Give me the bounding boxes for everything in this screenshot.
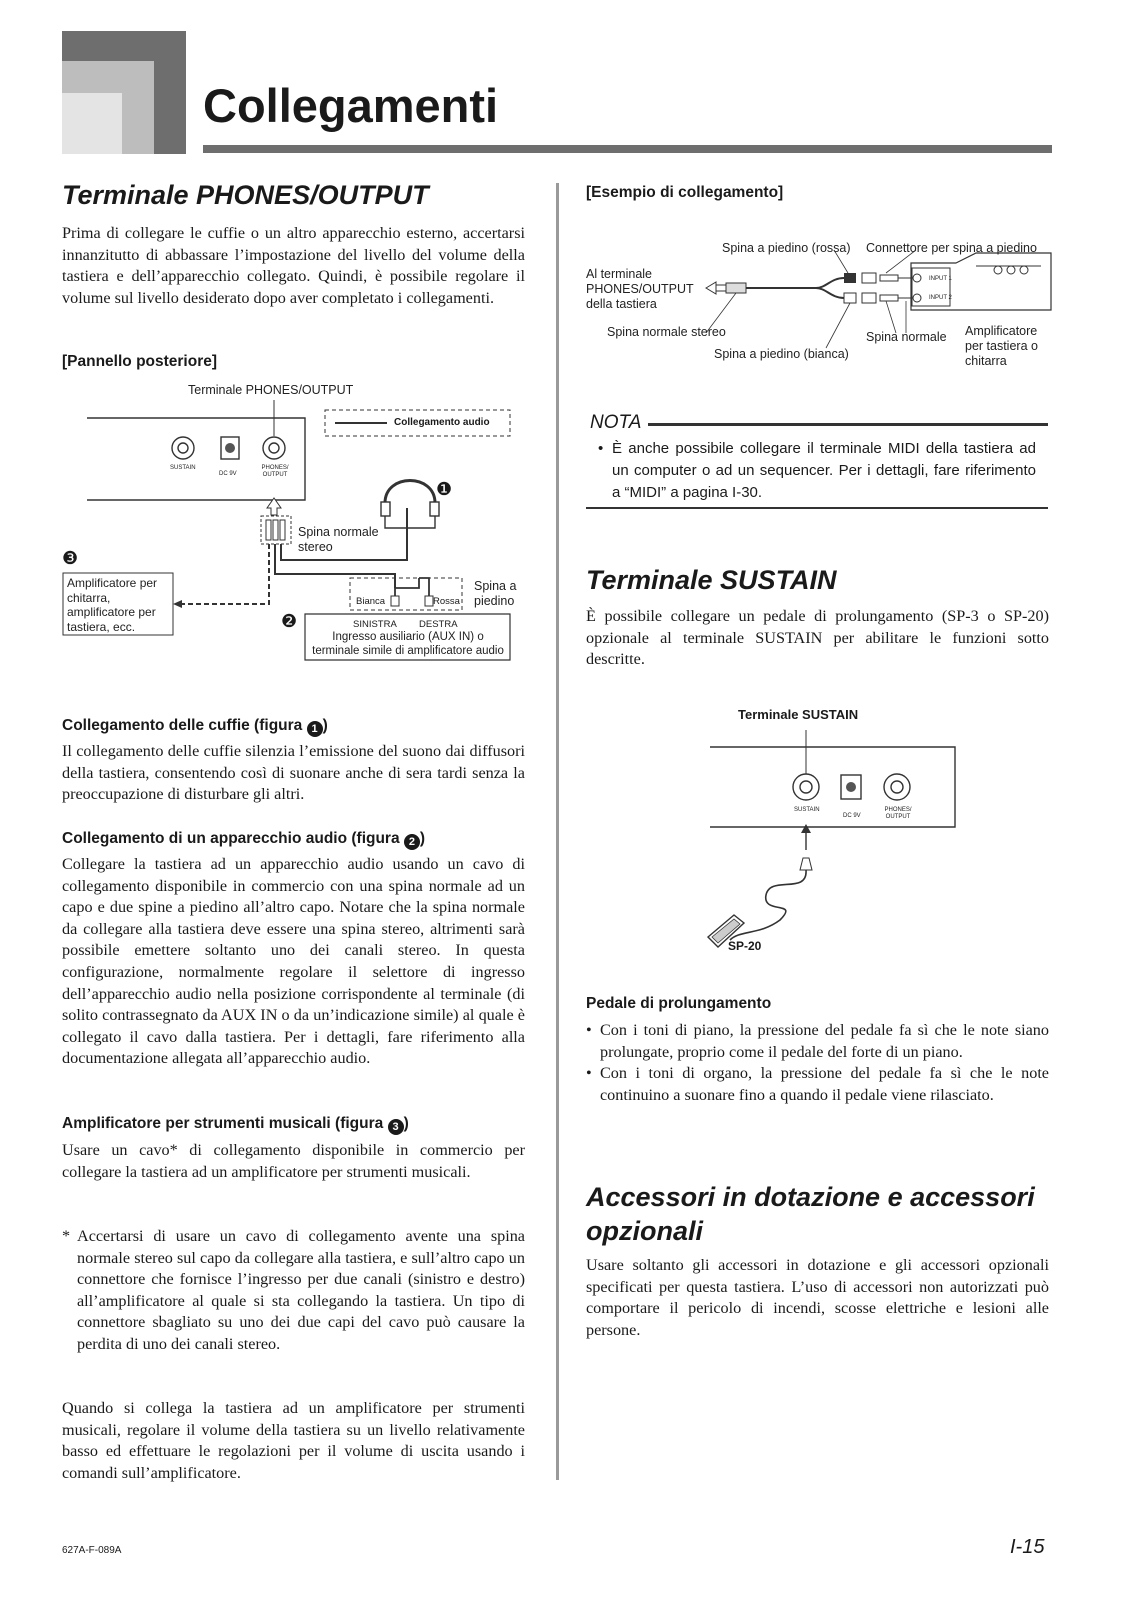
- jack-dc-label: DC 9V: [219, 471, 237, 477]
- note-bottom-rule: [586, 507, 1048, 509]
- phones-output-heading: Terminale PHONES/OUTPUT: [62, 180, 429, 210]
- page-title: Collegamenti: [203, 79, 499, 132]
- note-bullet: •: [598, 440, 604, 457]
- pedal-bullets: [586, 1020, 1049, 1106]
- example-stereo-plug-label: Spina normale stereo: [607, 325, 726, 339]
- pedal-bullet: • Con i toni di piano, la pressione del pedale fa sì che le note siano prolungate, proprio come il pedale del forte di un piano.: [586, 1021, 1049, 1061]
- audio-legend-label: Collegamento audio: [394, 417, 490, 428]
- stereo-plug-label: Spina normale stereo: [298, 525, 379, 554]
- figure-1-badge: 1: [307, 721, 323, 737]
- header-graphic: [62, 31, 186, 154]
- callout-1: ❶: [436, 479, 453, 499]
- accessories-text: Usare soltanto gli accessori in dotazione e gli accessori opzionali specificati per questa tastiera. L’uso di accessori non autorizzati può comportare il pericolo di incendi, scosse elettriche e lesioni alle persone.: [586, 1256, 1049, 1339]
- phones-intro-text: Prima di collegare le cuffie o un altro apparecchio esterno, accertarsi innanzitutto di abbassare l’impostazione del livello del volume della tastiera e dell’apparecchio collegato. Quindi, è possibile regolare il volume sul livello desiderato dopo aver completato i collegamenti.: [62, 224, 525, 307]
- red-label: Rossa: [433, 596, 460, 607]
- sustain-phones-label: PHONES/ OUTPUT: [884, 807, 912, 820]
- pedal-heading: Pedale di prolungamento: [586, 995, 772, 1012]
- left-channel-label: SINISTRA: [353, 619, 397, 630]
- figure-3-badge: 3: [388, 1119, 404, 1135]
- instrument-amp-heading: Amplificatore per strumenti musicali (figura 3 ): [62, 1115, 409, 1133]
- footnote-text: Accertarsi di usare un cavo di collegamento avente una spina normale stereo sul capo da collegare alla tastiera, e sull’altro capo un connettore che fornisce l’ingresso per due canali (sinistro e destro) all’amplificatore al quale si sta collegando la tastiera. Un tipo di connettore sbagliato su uno dei due capi del cavo può causare la perdita di uno dei canali stereo.: [77, 1227, 525, 1353]
- pin-red-label: Spina a piedino (rossa): [722, 241, 851, 255]
- headphones-text: Il collegamento delle cuffie silenzia l’emissione del suono dai diffusori della tastiera, consentendo così di suonare anche di sera tardi senza la preoccupazione di disturbare gli altri.: [62, 742, 525, 804]
- pin-white-label: Spina a piedino (bianca): [714, 347, 849, 361]
- pin-plug-label: Spina a piedino: [474, 579, 517, 608]
- rear-terminal-label: Terminale PHONES/OUTPUT: [188, 383, 354, 397]
- figure-2-badge: 2: [404, 834, 420, 850]
- callout-3: ❸: [62, 548, 79, 568]
- instrument-amp-text: Usare un cavo* di collegamento disponibile in commercio per collegare la tastiera ad un amplificatore per strumenti musicali.: [62, 1141, 525, 1181]
- sustain-jack-label: SUSTAIN: [794, 807, 820, 813]
- accessories-heading: Accessori in dotazione e accessori opzionali: [586, 1182, 1035, 1246]
- example-heading: [Esempio di collegamento]: [586, 184, 784, 201]
- page-number: I-15: [1010, 1536, 1045, 1558]
- note-text: È anche possibile collegare il terminale MIDI della tastiera ad un computer o ad un sequencer. Per i dettagli, fare riferimento a “MIDI” a pagina I-30.: [612, 440, 1036, 501]
- sustain-dc-label: DC 9V: [843, 813, 861, 819]
- input-2-label: INPUT 2: [929, 295, 952, 301]
- to-terminal-label: Al terminale PHONES/OUTPUT della tastiera: [586, 267, 694, 311]
- pin-connector-label: Connettore per spina a piedino: [866, 241, 1037, 255]
- example-amp-label: Amplificatore per tastiera o chitarra: [965, 324, 1038, 368]
- footnote-mark: *: [62, 1227, 71, 1245]
- audio-device-text: Collegare la tastiera ad un apparecchio audio usando un cavo di collegamento disponibile in commercio con una spina normale ad un capo e due spine a piedino all’altro capo. Notare che la spina normale da collegare alla tastiera deve essere una spina stereo, altrimenti sarà possibile emettere soltanto uno dei canali stereo. In questa configurazione, normalmente regolare il selettore di ingresso dell’apparecchio audio nella posizione corrispondente al terminale (di solito contrassegnato da AUX IN o da un’indicazione simile) al quale è collegato il cavo dalla tastiera. Per i dettagli, fare riferimento alla documentazione allegata all’apparecchio audio.: [62, 855, 525, 1068]
- headphones-heading: Collegamento delle cuffie (figura 1 ): [62, 717, 328, 735]
- pedal-bullet: • Con i toni di organo, la pressione del pedale fa sì che le note continuino a suonare fino a quando il pedale viene rilasciato.: [586, 1064, 1049, 1104]
- sustain-heading: Terminale SUSTAIN: [586, 565, 837, 595]
- doc-code: 627A-F-089A: [62, 1545, 122, 1556]
- note-title: NOTA: [590, 412, 642, 433]
- pedal-model-label: SP-20: [728, 939, 762, 953]
- aux-in-label: Ingresso ausiliario (AUX IN) o terminale simile di amplificatore audio: [312, 631, 504, 657]
- jack-phones-label: PHONES/ OUTPUT: [261, 465, 289, 478]
- note-title-rule: [648, 423, 1048, 426]
- example-normal-plug-label: Spina normale: [866, 330, 947, 344]
- amp-box-text: Amplificatore per chitarra, amplificatore per tastiera, ecc.: [67, 576, 158, 634]
- white-label: Bianca: [356, 596, 386, 607]
- sustain-diagram: [700, 725, 970, 955]
- input-1-label: INPUT 1: [929, 276, 952, 282]
- sustain-text: È possibile collegare un pedale di prolungamento (SP-3 o SP-20) opzionale al terminale SUSTAIN per abilitare le funzioni sotto descritte.: [586, 607, 1049, 669]
- note-box: [586, 412, 1048, 510]
- instrument-amp-closing: Quando si collega la tastiera ad un amplificatore per strumenti musicali, regolare il volume della tastiera su un livello relativamente basso ed effettuare le regolazioni per il volume di uscita usando i comandi sull’amplificatore.: [62, 1399, 525, 1482]
- title-rule: [203, 145, 1052, 153]
- sustain-diagram-label: Terminale SUSTAIN: [738, 707, 859, 722]
- right-channel-label: DESTRA: [419, 619, 458, 630]
- audio-device-heading: Collegamento di un apparecchio audio (figura 2 ): [62, 830, 426, 848]
- jack-sustain-label: SUSTAIN: [170, 465, 196, 471]
- column-divider: [556, 183, 559, 1480]
- rear-panel-heading: [Pannello posteriore]: [62, 353, 218, 370]
- callout-2: ❷: [281, 611, 298, 631]
